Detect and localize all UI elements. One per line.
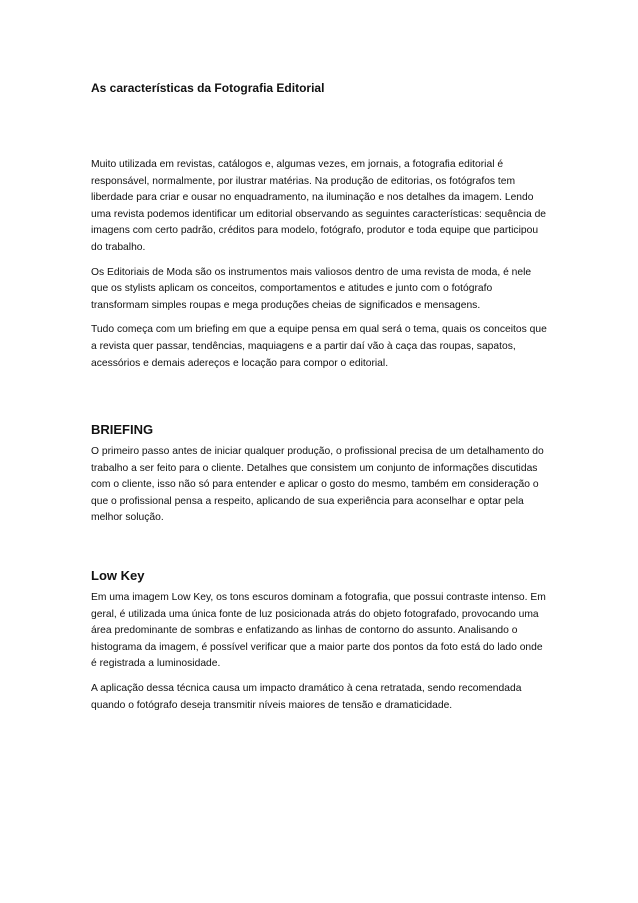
intro-paragraph-1: Muito utilizada em revistas, catálogos e, algumas vezes, em jornais, a fotografia editorial é responsável, normalmente, por ilustrar matérias. Na produção de editorias, os fotógrafos tem liberdade para criar e ousar no enquadramento, na iluminação e nos detalhes da imagem. Lendo uma revista podemos identificar um editorial observando as seguintes características: sequência de imagens com certo padrão, créditos para modelo, fotógrafo, produtor e toda equipe que participou do trabalho. — [91, 159, 547, 253]
document-title: As características da Fotografia Editorial — [91, 81, 325, 95]
low-key-section — [91, 567, 549, 722]
briefing-section — [91, 421, 549, 535]
low-key-heading: Low Key — [91, 568, 145, 583]
low-key-paragraph-1: Em uma imagem Low Key, os tons escuros dominam a fotografia, que possui contraste intenso. Em geral, é utilizada uma única fonte de luz posicionada atrás do objeto fotografado, provocando uma área predominante de sombras e enfatizando as linhas de contorno do assunto. Analisando o histograma da imagem, é possível verificar que a maior parte dos pontos da foto está do lado onde é registrada a luminosidade. — [91, 592, 546, 670]
intro-paragraph-2: Os Editoriais de Moda são os instrumentos mais valiosos dentro de uma revista de moda, é nele que os stylists aplicam os conceitos, comportamentos e atitudes e junto com o fotógrafo transformam simples roupas e mega produções cheias de significados e mensagens. — [91, 266, 532, 311]
briefing-paragraph-1: O primeiro passo antes de iniciar qualquer produção, o profissional precisa de um detalhamento do trabalho a ser feito para o cliente. Detalhes que consistem um conjunto de informações discutidas com o cliente, isso não só para entender e aplicar o gosto do mesmo, também em consideração o que o profissional pensa a respeito, aplicando de sua experiência para aconselhar e optar pela melhor solução. — [91, 446, 544, 524]
briefing-heading: BRIEFING — [91, 422, 154, 437]
low-key-paragraph-2: A aplicação dessa técnica causa um impacto dramático à cena retratada, sendo recomendada quando o fotógrafo deseja transmitir níveis maiores de tensão e dramaticidade. — [91, 682, 522, 711]
intro-section — [91, 157, 549, 380]
intro-paragraph-3: Tudo começa com um briefing em que a equipe pensa em qual será o tema, quais os conceitos que a revista quer passar, tendências, maquiagens e a partir daí vão à caça das roupas, sapatos, acessórios e demais adereços e locação para compor o editorial. — [91, 324, 547, 369]
